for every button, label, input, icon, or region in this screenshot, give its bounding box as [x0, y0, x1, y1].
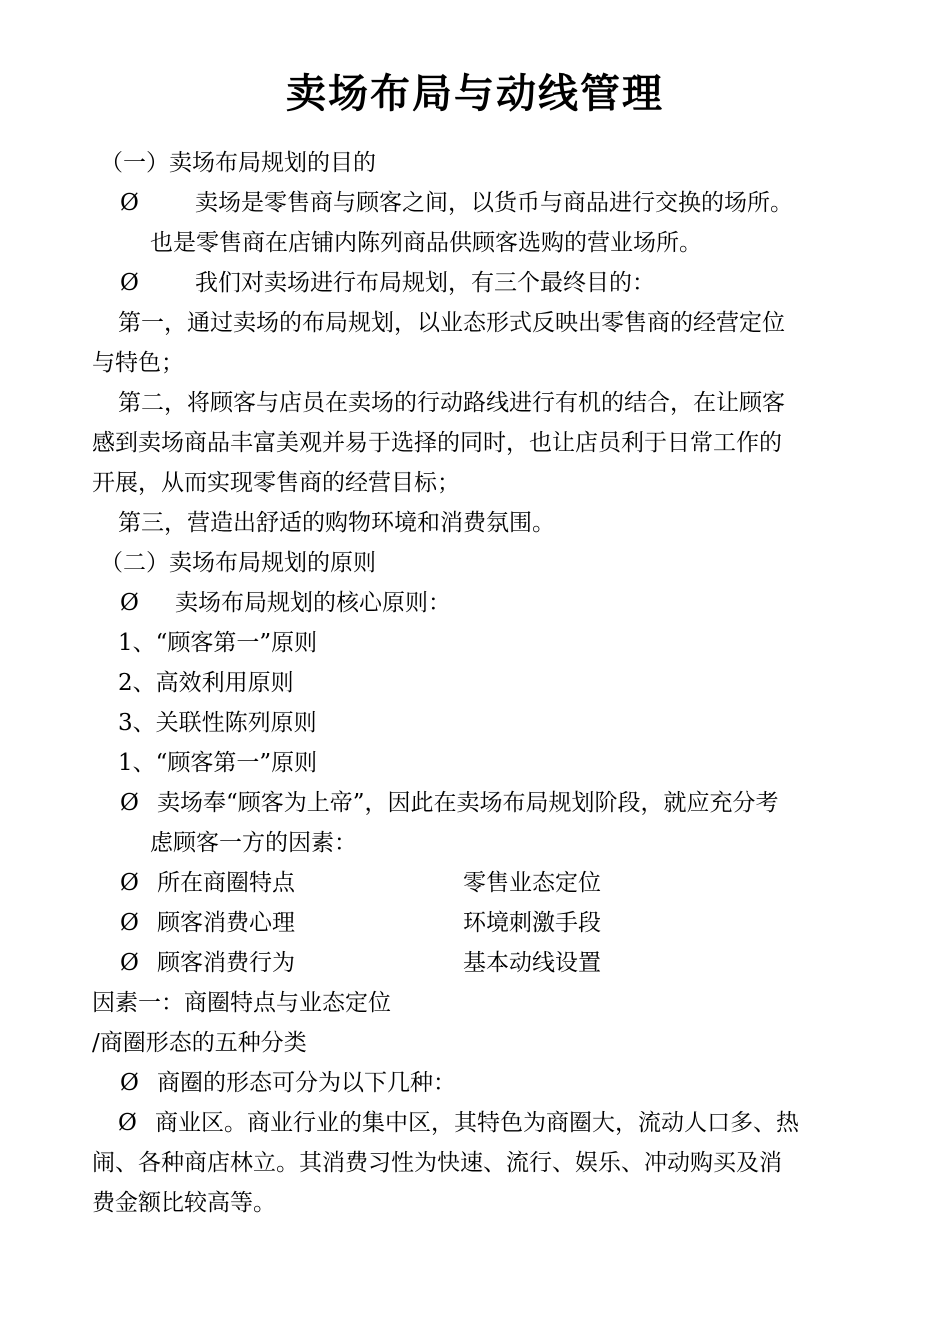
paragraph-line: 第二，将顾客与店员在卖场的行动路线进行有机的结合，在让顾客 — [118, 390, 785, 416]
bullet-icon: Ø — [120, 270, 139, 296]
subheading: /商圈形态的五种分类 — [92, 1030, 307, 1056]
bullet-icon: Ø — [120, 910, 139, 936]
factor-item: 基本动线设置 — [463, 950, 601, 976]
paragraph-line: 第一，通过卖场的布局规划，以业态形式反映出零售商的经营定位 — [118, 310, 785, 336]
factor-item: 环境刺激手段 — [463, 910, 601, 936]
paragraph-line: 闹、各种商店林立。其消费习性为快速、流行、娱乐、冲动购买及消 — [92, 1150, 782, 1176]
bullet-icon: Ø — [120, 950, 139, 976]
paragraph-line: 商圈的形态可分为以下几种： — [157, 1070, 456, 1096]
factor-item: 顾客消费心理 — [157, 910, 295, 936]
bullet-icon: Ø — [120, 790, 139, 816]
list-item: 1、“顾客第一”原则 — [118, 630, 318, 656]
list-item: 3、关联性陈列原则 — [118, 710, 317, 736]
paragraph-line: 第三，营造出舒适的购物环境和消费氛围。 — [118, 510, 555, 536]
bullet-icon: Ø — [120, 1070, 139, 1096]
bullet-icon: Ø — [120, 190, 139, 216]
document-title: 卖场布局与动线管理 — [286, 70, 664, 117]
paragraph-line: 费金额比较高等。 — [92, 1190, 276, 1216]
factor-item: 所在商圈特点 — [157, 870, 295, 896]
paragraph-line: 商业区。商业行业的集中区，其特色为商圈大，流动人口多、热 — [155, 1110, 799, 1136]
paragraph-line: 开展，从而实现零售商的经营目标； — [92, 470, 460, 496]
subsection-heading: 1、“顾客第一”原则 — [118, 750, 318, 776]
paragraph-line: 与特色； — [92, 350, 184, 376]
bullet-icon: Ø — [120, 590, 139, 616]
factor-item: 零售业态定位 — [463, 870, 601, 896]
bullet-icon: Ø — [118, 1110, 137, 1136]
factor-item: 顾客消费行为 — [157, 950, 295, 976]
section-heading-purpose: （一）卖场布局规划的目的 — [100, 150, 376, 176]
paragraph-line: 感到卖场商品丰富美观并易于选择的同时，也让店员利于日常工作的 — [92, 430, 782, 456]
list-item: 2、高效利用原则 — [118, 670, 294, 696]
paragraph-line: 卖场奉“顾客为上帝”，因此在卖场布局规划阶段，就应充分考 — [157, 790, 779, 816]
paragraph-line: 也是零售商在店铺内陈列商品供顾客选购的营业场所。 — [150, 230, 702, 256]
bullet-icon: Ø — [120, 870, 139, 896]
factor-heading: 因素一：商圈特点与业态定位 — [92, 990, 391, 1016]
paragraph-line: 卖场是零售商与顾客之间，以货币与商品进行交换的场所。 — [195, 190, 793, 216]
paragraph-line: 虑顾客一方的因素： — [150, 830, 357, 856]
paragraph-line: 我们对卖场进行布局规划，有三个最终目的： — [195, 270, 655, 296]
section-heading-principles: （二）卖场布局规划的原则 — [100, 550, 376, 576]
paragraph-line: 卖场布局规划的核心原则： — [175, 590, 451, 616]
